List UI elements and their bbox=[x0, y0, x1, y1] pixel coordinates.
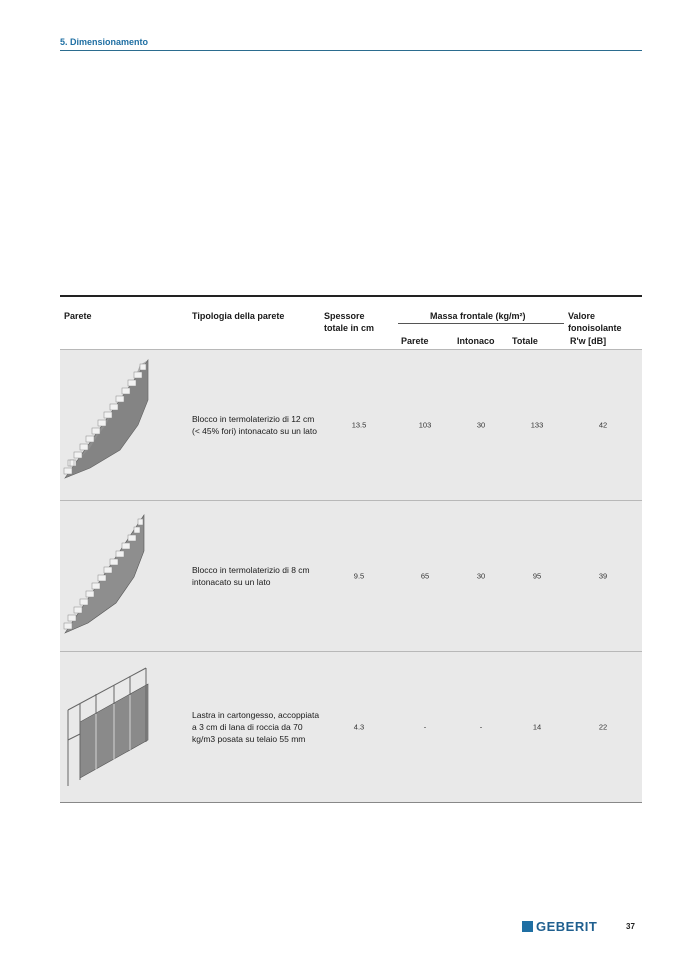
cell-massa-parete: 65 bbox=[420, 571, 430, 581]
col-header-massa-parete: Parete bbox=[401, 336, 429, 346]
col-header-valore-unit: R'w [dB] bbox=[570, 336, 607, 346]
cell-massa-parete: - bbox=[423, 722, 427, 732]
col-header-tipologia: Tipologia della parete bbox=[192, 311, 285, 321]
cell-spessore: 4.3 bbox=[353, 722, 365, 732]
row-description: Lastra in cartongesso, accoppiata a 3 cm di lana di roccia da 70 kg/m3 posata su telaio 55 mm bbox=[192, 710, 320, 744]
col-header-valore: Valore fonoisolante bbox=[568, 311, 622, 333]
row-description: Blocco in termolaterizio di 8 cm intonacato su un lato bbox=[192, 565, 310, 587]
cell-massa-intonaco: 30 bbox=[476, 420, 486, 430]
cell-massa-parete: 103 bbox=[418, 420, 432, 430]
section-header bbox=[60, 37, 642, 51]
massa-group-rule bbox=[398, 323, 564, 324]
row-description: Blocco in termolaterizio di 12 cm (< 45% fori) intonacato su un lato bbox=[192, 414, 317, 436]
page-number: 37 bbox=[626, 922, 635, 931]
logo-square-icon bbox=[522, 921, 533, 932]
brand-name: GEBERIT bbox=[536, 918, 598, 934]
table-header bbox=[60, 297, 642, 349]
cell-valore: 39 bbox=[598, 571, 608, 581]
table-row bbox=[60, 651, 642, 803]
col-header-massa-frontale: Massa frontale (kg/m²) bbox=[430, 311, 526, 321]
table-row bbox=[60, 500, 642, 651]
cell-massa-intonaco: 30 bbox=[476, 571, 486, 581]
col-header-massa-totale: Totale bbox=[512, 336, 538, 346]
col-header-parete: Parete bbox=[64, 311, 92, 321]
cell-spessore: 9.5 bbox=[353, 571, 365, 581]
table-row bbox=[60, 349, 642, 500]
acoustic-table bbox=[60, 295, 642, 803]
col-header-massa-intonaco: Intonaco bbox=[457, 336, 495, 346]
col-header-spessore: Spessore totale in cm bbox=[324, 311, 375, 333]
cell-valore: 22 bbox=[598, 722, 608, 732]
geberit-logo bbox=[522, 919, 597, 933]
cell-massa-totale: 95 bbox=[532, 571, 542, 581]
brick-wall-12cm-icon bbox=[60, 350, 160, 500]
cell-massa-totale: 133 bbox=[530, 420, 544, 430]
section-title: 5. Dimensionamento bbox=[60, 37, 149, 47]
cell-spessore: 13.5 bbox=[351, 420, 367, 430]
cell-valore: 42 bbox=[598, 420, 608, 430]
drywall-frame-icon bbox=[60, 652, 160, 802]
brick-wall-8cm-icon bbox=[60, 501, 160, 651]
cell-massa-intonaco: - bbox=[479, 722, 483, 732]
cell-massa-totale: 14 bbox=[532, 722, 542, 732]
